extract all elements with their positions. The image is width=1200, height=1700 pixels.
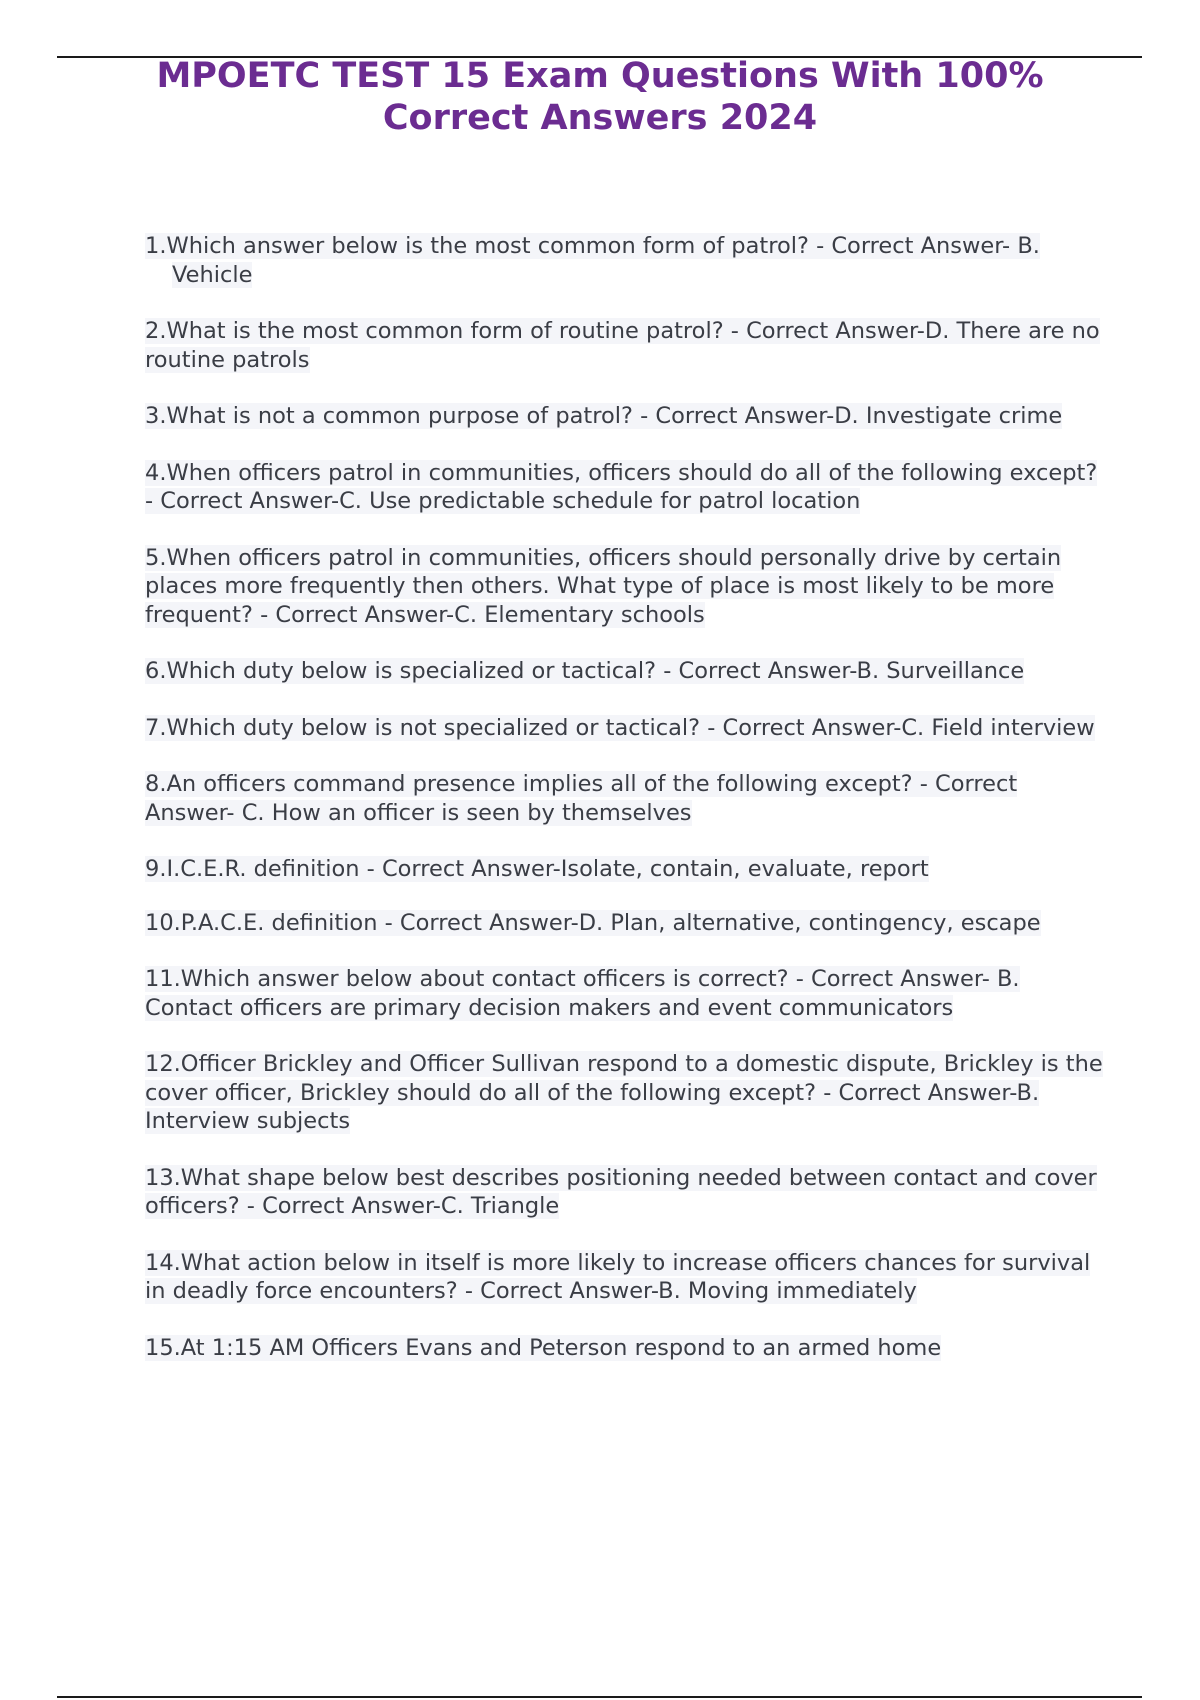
question-item: 7.Which duty below is not specialized or tactical? - Correct Answer-C. Field interview [145, 714, 1095, 741]
question-item: 15.At 1:15 AM Officers Evans and Peterson respond to an armed home [145, 1334, 942, 1361]
question-item: 13.What shape below best describes positioning needed between contact and cover officers? - Correct Answer-C. Triangle [145, 1164, 1097, 1219]
question-item: 12.Officer Brickley and Officer Sullivan respond to a domestic dispute, Brickley is the cover officer, Brickley should do all of the following except? - Correct Answer-B. Interview subjects [145, 1051, 1103, 1134]
question-item: 11.Which answer below about contact officers is correct? - Correct Answer- B. Contact officers are primary decision makers and event communicators [145, 966, 1020, 1021]
question-item: 6.Which duty below is specialized or tactical? - Correct Answer-B. Surveillance [145, 658, 1025, 684]
question-item: 2.What is the most common form of routine patrol? - Correct Answer-D. There are no routine patrols [145, 318, 1100, 373]
question-item: 9.I.C.E.R. definition - Correct Answer-Isolate, contain, evaluate, report [145, 856, 929, 882]
question-list [145, 232, 1105, 1362]
bottom-rule [57, 1696, 1142, 1698]
question-item: 5.When officers patrol in communities, officers should personally drive by certain places more frequently then others. What type of place is most likely to be more frequent? - Correct Answer-C. Elementary schools [145, 544, 1062, 628]
document-title [110, 55, 1090, 139]
question-item: 4.When officers patrol in communities, officers should do all of the following except? - Correct Answer-C. Use predictable schedule for patrol location [145, 459, 1098, 514]
question-item: 10.P.A.C.E. definition - Correct Answer-D. Plan, alternative, contingency, escape [145, 909, 1041, 936]
question-item: 3.What is not a common purpose of patrol? - Correct Answer-D. Investigate crime [145, 403, 1063, 429]
question-item: 1.Which answer below is the most common form of patrol? - Correct Answer- B. Vehicle [145, 233, 1040, 288]
question-item: 14.What action below in itself is more likely to increase officers chances for survival in deadly force encounters? - Correct Answer-B. Moving immediately [145, 1249, 1091, 1304]
question-item: 8.An officers command presence implies all of the following except? - Correct Answer- C. How an officer is seen by themselves [145, 771, 1018, 826]
title-line-1: MPOETC TEST 15 Exam Questions With 100% [156, 56, 1044, 96]
title-line-2: Correct Answers 2024 [382, 98, 818, 138]
